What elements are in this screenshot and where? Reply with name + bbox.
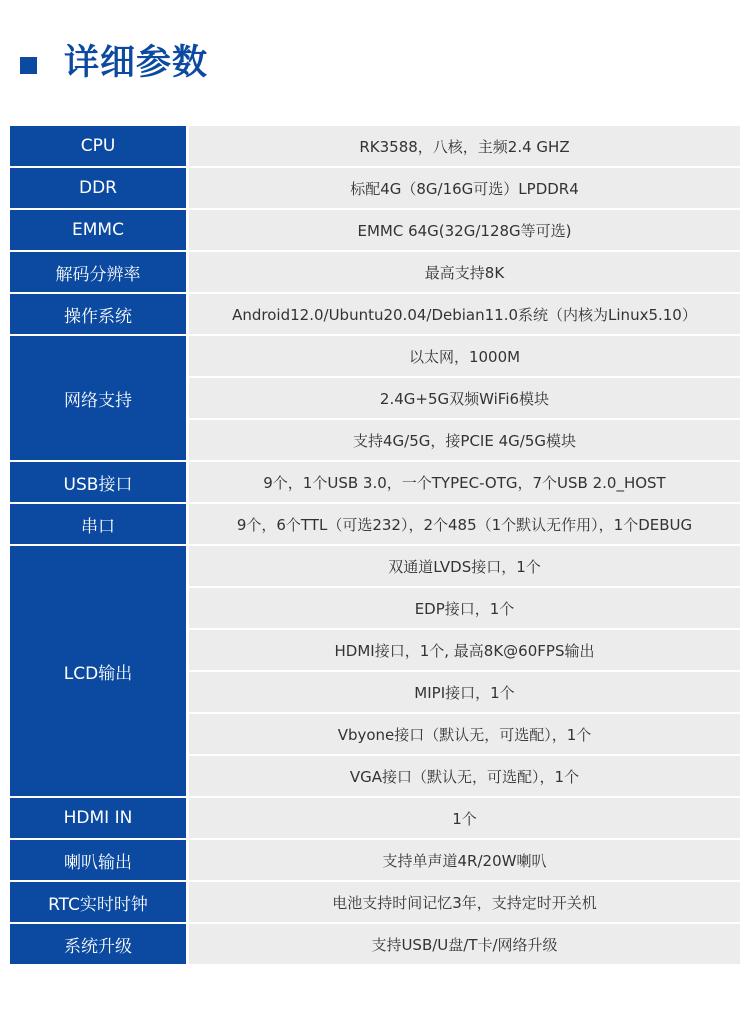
spec-value: 以太网，1000M [189,336,740,376]
spec-value: HDMI接口，1个, 最高8K@60FPS输出 [189,630,740,670]
spec-label: 操作系统 [10,294,189,334]
spec-value: 1个 [189,798,740,838]
spec-value: MIPI接口，1个 [189,672,740,712]
spec-value: 双通道LVDS接口，1个 [189,546,740,586]
spec-row [10,252,740,292]
spec-label: 喇叭输出 [10,840,189,880]
spec-row [10,840,740,880]
spec-label: USB接口 [10,462,189,502]
spec-row [10,462,740,502]
spec-row [10,546,740,586]
spec-row [10,210,740,250]
spec-row [10,126,740,166]
spec-label: 解码分辨率 [10,252,189,292]
spec-row [10,504,740,544]
spec-label: EMMC [10,210,189,250]
spec-label: HDMI IN [10,798,189,838]
spec-value: Vbyone接口（默认无，可选配），1个 [189,714,740,754]
spec-value: 电池支持时间记忆3年，支持定时开关机 [189,882,740,922]
spec-value: 最高支持8K [189,252,740,292]
spec-row [10,924,740,964]
spec-value: 支持USB/U盘/T卡/网络升级 [189,924,740,964]
spec-value: EDP接口，1个 [189,588,740,628]
spec-value: RK3588，八核，主频2.4 GHZ [189,126,740,166]
spec-value: VGA接口（默认无，可选配），1个 [189,756,740,796]
spec-row [10,336,740,376]
spec-row [10,168,740,208]
spec-label: CPU [10,126,189,166]
spec-value: 支持单声道4R/20W喇叭 [189,840,740,880]
spec-value: 2.4G+5G双频WiFi6模块 [189,378,740,418]
spec-table [10,124,740,966]
spec-row [10,882,740,922]
section-heading [20,38,208,82]
spec-label: DDR [10,168,189,208]
spec-row [10,798,740,838]
heading-square-icon [20,57,37,74]
spec-value: 9个，6个TTL（可选232），2个485（1个默认无作用），1个DEBUG [189,504,740,544]
spec-value: 支持4G/5G，接PCIE 4G/5G模块 [189,420,740,460]
spec-label: LCD输出 [10,546,189,796]
spec-row [10,294,740,334]
spec-label: 系统升级 [10,924,189,964]
spec-value: EMMC 64G(32G/128G等可选) [189,210,740,250]
spec-label: 网络支持 [10,336,189,460]
heading-title: 详细参数 [64,43,209,83]
spec-value: 标配4G（8G/16G可选）LPDDR4 [189,168,740,208]
spec-label: 串口 [10,504,189,544]
spec-label: RTC实时时钟 [10,882,189,922]
spec-value: 9个，1个USB 3.0，一个TYPEC-OTG，7个USB 2.0_HOST [189,462,740,502]
spec-value: Android12.0/Ubuntu20.04/Debian11.0系统（内核为Linux5.10） [189,294,740,334]
